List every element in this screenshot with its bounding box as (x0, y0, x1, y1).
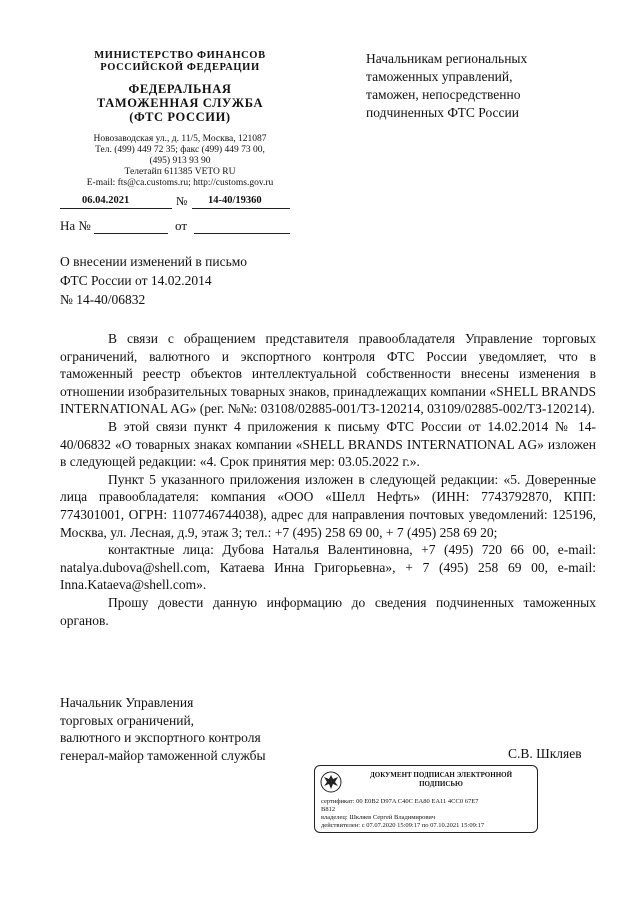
service-line: ФЕДЕРАЛЬНАЯ (128, 82, 232, 96)
signer-name: С.В. Шкляев (508, 746, 582, 761)
stamp-certificate: сертификат: 00 E0B2 D97A C40C EA80 EA11 4CC0 67E7 (321, 798, 479, 805)
body-paragraph: контактные лица: Дубова Наталья Валентиновна, +7 (495) 720 66 00, e-mail: natalya.dubova@shell.com, Катаева Инна Григорьевна», + 7 (495) 258 69 00, e-mail: Inna.Kataeva@shell.com». (60, 542, 596, 593)
signer-position-line: торговых ограничений, (60, 712, 195, 728)
addressee-line: таможенных управлений, (366, 69, 513, 84)
body-paragraph: Прошу довести данную информацию до сведения подчиненных таможенных органов. (60, 594, 596, 628)
subject-line: ФТС России от 14.02.2014 (60, 273, 212, 288)
registration-date: 06.04.2021 (82, 195, 130, 206)
reference-underline (94, 233, 168, 234)
contact-line: Новозаводская ул., д. 11/5, Москва, 121087 (93, 134, 267, 144)
contact-line: Тел. (499) 449 72 35; факс (499) 449 73 00, (95, 145, 265, 155)
addressee-line: Начальникам региональных (366, 51, 528, 66)
stamp-title (349, 771, 533, 788)
service-line: (ФТС РОССИИ) (129, 110, 231, 124)
letterhead (60, 50, 300, 189)
addressee-line: подчиненных ФТС России (366, 105, 519, 120)
service-line: ТАМОЖЕННАЯ СЛУЖБА (96, 96, 264, 110)
registration-number: 14-40/19360 (208, 195, 262, 206)
date-underline (60, 208, 172, 209)
body-paragraph: В этой связи пункт 4 приложения к письму ФТС России от 14.02.2014 № 14-40/06832 «О товарных знаках компании «SHELL BRANDS INTERNATIONAL AG» изложен в следующей редакции: «4. Срок принятия мер: 03.05.2022 г.». (60, 418, 596, 470)
reference-date-underline (194, 233, 290, 234)
contact-line: Телетайп 611385 VETO RU (124, 167, 236, 177)
signer-position-line: валютного и экспортного контроля (60, 730, 261, 745)
subject-line: О внесении изменений в письмо (60, 254, 248, 269)
letter-subject (60, 252, 320, 309)
body-paragraph: В связи с обращением представителя правообладателя Управление торговых ограничений, валютного и экспортного контроля ФТС России уведомляет, что в таможенный реестр объектов интеллектуальной собственности внесены изменения в отношении изобразительных товарных знаков, принадлежащих компании «SHELL BRANDS INTERNATIONAL AG» (рег. №№: 03108/02885-001/ТЗ-120214, 03109/02885-002/ТЗ-120214). (60, 331, 596, 417)
addressee-line: таможен, непосредственно (366, 87, 521, 102)
letter-body (60, 330, 596, 629)
ministry-line: РОССИЙСКОЙ ФЕДЕРАЦИИ (100, 62, 260, 73)
subject-line: № 14-40/06832 (60, 292, 146, 307)
reference-from-label: от (175, 218, 188, 233)
service-name (60, 82, 300, 124)
signer-position-line: Начальник Управления (60, 695, 194, 710)
contact-line: E-mail: fts@ca.customs.ru; http://customs.gov.ru (86, 178, 274, 188)
ministry-name (60, 50, 300, 74)
stamp-owner: владелец: Шкляев Сергей Владимирович (321, 814, 436, 821)
electronic-signature-stamp (314, 765, 538, 833)
ministry-line: МИНИСТЕРСТВО ФИНАНСОВ (94, 50, 266, 61)
signer-position (60, 694, 360, 764)
eagle-emblem-icon (320, 771, 342, 793)
contact-line: (495) 913 93 90 (149, 156, 211, 166)
signer-position-line: генерал-майор таможенной службы (60, 747, 266, 763)
stamp-title-line: ПОДПИСЬЮ (419, 779, 463, 788)
number-underline (192, 208, 290, 209)
stamp-validity: действителен: с 07.07.2020 15:09:17 по 07.10.2021 15:09:17 (321, 822, 485, 829)
stamp-details (321, 798, 533, 830)
number-sign: № (176, 194, 188, 208)
addressee-block (366, 50, 606, 122)
stamp-title-line: ДОКУМЕНТ ПОДПИСАН ЭЛЕКТРОННОЙ (369, 771, 513, 779)
reference-label: На № (60, 218, 91, 233)
contact-details (60, 134, 300, 189)
stamp-certificate-cont: B812 (321, 806, 336, 813)
body-paragraph: Пункт 5 указанного приложения изложен в следующей редакции: «5. Доверенные лица правообладателя: компания «ООО «Шелл Нефть» (ИНН: 7743792870, КПП: 774301001, ОГРН: 1107746744038), адрес для направления почтовых уведомлений: 125196, Москва, ул. Лесная, д.9, этаж 3; тел.: +7 (495) 258 69 00, + 7 (495) 258 69 20; (60, 471, 596, 540)
